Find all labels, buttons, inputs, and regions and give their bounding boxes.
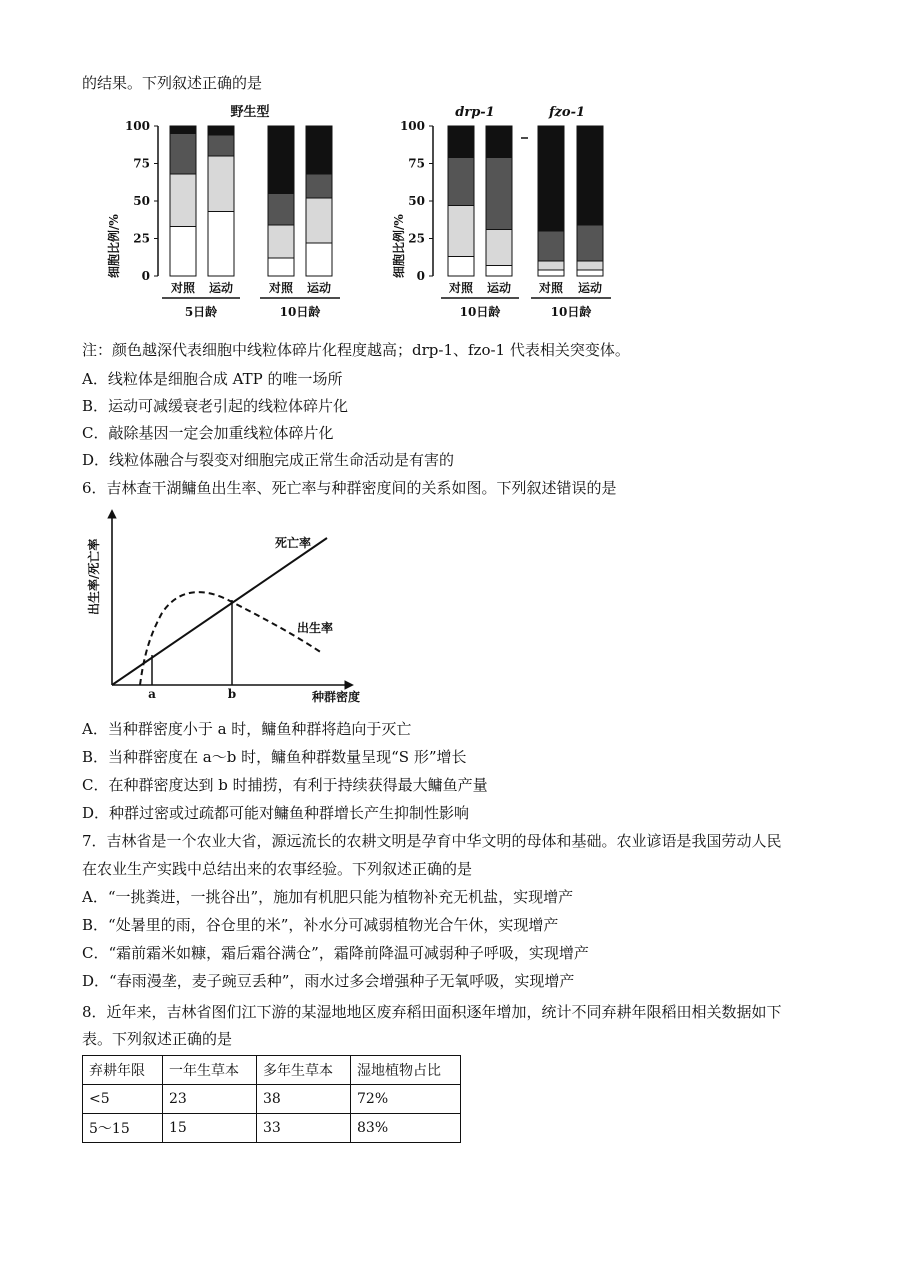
bar-segment	[268, 225, 294, 258]
bar-segment	[486, 126, 512, 158]
mutant-categories	[441, 280, 611, 319]
note-line: 注：颜色越深代表细胞中线粒体碎片化程度越高；drp-1、fzo-1 代表相关突变体。	[82, 341, 630, 359]
wildtype-ylabel: 细胞比例/%	[107, 214, 121, 278]
x-tick-a: a	[148, 687, 156, 701]
x-tick-b: b	[227, 687, 237, 701]
bar-segment	[538, 231, 564, 261]
table-cell: 72%	[351, 1085, 461, 1114]
group-label: 10日龄	[279, 305, 321, 319]
y-tick-label: 75	[133, 156, 150, 171]
wildtype-categories	[162, 280, 340, 319]
y-tick-label: 25	[408, 231, 425, 246]
bar-segment	[486, 230, 512, 266]
fzo1-label: fzo-1	[548, 105, 586, 120]
bar-segment	[538, 270, 564, 276]
wildtype-y-axis	[125, 119, 158, 283]
bar-segment	[306, 174, 332, 198]
y-tick-label: 0	[141, 269, 150, 283]
q6-option-a: A．当种群密度小于 a 时，鳙鱼种群将趋向于灭亡	[82, 720, 412, 738]
bar-segment	[208, 156, 234, 212]
q7-option-c: C．“霜前霜米如糠，霜后霜谷满仓”，霜降前降温可减弱种子呼吸，实现增产	[82, 944, 589, 962]
group-label: 10日龄	[550, 305, 592, 319]
y-tick-label: 50	[408, 194, 425, 208]
category-label: 对照	[448, 281, 474, 295]
table-row	[83, 1114, 461, 1143]
rate-density-chart	[82, 505, 382, 705]
table-header-cell: 弃耕年限	[83, 1056, 163, 1085]
y-tick-label: 0	[416, 269, 425, 283]
q6-stem: 6．吉林查干湖鳙鱼出生率、死亡率与种群密度间的关系如图。下列叙述错误的是	[82, 479, 617, 497]
table-header-row	[83, 1056, 461, 1085]
category-label: 运动	[208, 281, 234, 295]
y-tick-label: 75	[408, 156, 425, 171]
bar-segment	[538, 126, 564, 231]
bar-segment	[306, 126, 332, 174]
table-cell: 83%	[351, 1114, 461, 1143]
bar-segment	[448, 206, 474, 257]
bar-segment	[448, 257, 474, 277]
bar-segment	[170, 134, 196, 175]
bar-segment	[268, 194, 294, 226]
category-label: 运动	[577, 281, 603, 295]
bar-segment	[306, 243, 332, 276]
table-header-cell: 多年生草本	[257, 1056, 351, 1085]
bar-segment	[208, 212, 234, 277]
table-row	[83, 1085, 461, 1114]
y-tick-label: 100	[399, 119, 425, 133]
q5-option-c: C．敲除基因一定会加重线粒体碎片化	[82, 424, 334, 442]
q7-stem-line2: 在农业生产实践中总结出来的农事经验。下列叙述正确的是	[82, 860, 473, 878]
intro-line: 的结果。下列叙述正确的是	[82, 74, 263, 92]
group-label: 10日龄	[459, 305, 501, 319]
bar-segment	[538, 261, 564, 270]
y-tick-label: 50	[133, 194, 150, 208]
rate-xlabel: 种群密度	[312, 690, 361, 704]
q6-option-c: C．在种群密度达到 b 时捕捞，有利于持续获得最大鳙鱼产量	[82, 776, 488, 794]
category-label: 运动	[306, 281, 332, 295]
birth-rate-curve	[140, 592, 322, 685]
q5-option-a: A．线粒体是细胞合成 ATP 的唯一场所	[82, 370, 343, 388]
q8-stem-line1: 8．近年来，吉林省图们江下游的某湿地地区废弃稻田面积逐年增加，统计不同弃耕年限稻田相关数据如下	[82, 1003, 782, 1021]
q7-option-a: A．“一挑粪进，一挑谷出”，施加有机肥只能为植物补充无机盐，实现增产	[82, 888, 574, 906]
mutant-bars	[448, 126, 603, 276]
category-label: 运动	[486, 281, 512, 295]
category-label: 对照	[268, 281, 294, 295]
category-label: 对照	[170, 281, 196, 295]
mutant-bar-chart	[385, 98, 625, 330]
bar-segment	[208, 126, 234, 135]
q6-option-d: D．种群过密或过疏都可能对鳙鱼种群增长产生抑制性影响	[82, 804, 470, 822]
q7-option-b: B．“处暑里的雨，谷仓里的米”，补水分可减弱植物光合午休，实现增产	[82, 916, 559, 934]
bar-segment	[577, 126, 603, 225]
y-tick-label: 25	[133, 231, 150, 246]
table-cell: 33	[257, 1114, 351, 1143]
death-rate-label: 死亡率	[275, 536, 312, 550]
q5-option-b: B．运动可减缓衰老引起的线粒体碎片化	[82, 397, 349, 415]
table-cell: 5～15	[83, 1114, 163, 1143]
mutant-ylabel: 细胞比例/%	[392, 214, 406, 278]
y-tick-label: 100	[124, 119, 150, 133]
table-cell: 15	[163, 1114, 257, 1143]
bar-segment	[577, 270, 603, 276]
category-label: 对照	[538, 281, 564, 295]
q7-option-d: D．“春雨漫垄，麦子豌豆丢种”，雨水过多会增强种子无氧呼吸，实现增产	[82, 972, 575, 990]
bar-segment	[486, 266, 512, 277]
bar-segment	[268, 258, 294, 276]
bar-segment	[486, 158, 512, 230]
rate-ylabel: 出生率/死亡率	[87, 538, 101, 615]
table-cell: <5	[83, 1085, 163, 1114]
drp1-label: drp-1	[455, 105, 495, 120]
q5-option-d: D．线粒体融合与裂变对细胞完成正常生命活动是有害的	[82, 451, 455, 469]
q7-stem-line1: 7．吉林省是一个农业大省，源远流长的农耕文明是孕育中华文明的母体和基础。农业谚语是我国劳动人民	[82, 832, 782, 850]
group-label: 5日龄	[184, 305, 218, 319]
table-header-cell: 一年生草本	[163, 1056, 257, 1085]
bar-segment	[448, 126, 474, 158]
wildtype-bar-chart	[100, 98, 360, 330]
abandonment-table	[82, 1055, 461, 1143]
q6-option-b: B．当种群密度在 a～b 时，鳙鱼种群数量呈现“S 形”增长	[82, 748, 467, 766]
bar-segment	[170, 126, 196, 134]
q8-stem-line2: 表。下列叙述正确的是	[82, 1030, 233, 1048]
birth-rate-label: 出生率	[297, 621, 334, 635]
bar-segment	[306, 198, 332, 243]
table-cell: 23	[163, 1085, 257, 1114]
bar-segment	[268, 126, 294, 194]
wildtype-title: 野生型	[230, 105, 270, 120]
wildtype-bars	[170, 126, 332, 276]
table-header-cell: 湿地植物占比	[351, 1056, 461, 1085]
bar-segment	[448, 158, 474, 206]
bar-segment	[208, 135, 234, 156]
bar-segment	[170, 227, 196, 277]
bar-segment	[577, 261, 603, 270]
bar-segment	[577, 225, 603, 261]
bar-segment	[170, 174, 196, 227]
table-cell: 38	[257, 1085, 351, 1114]
